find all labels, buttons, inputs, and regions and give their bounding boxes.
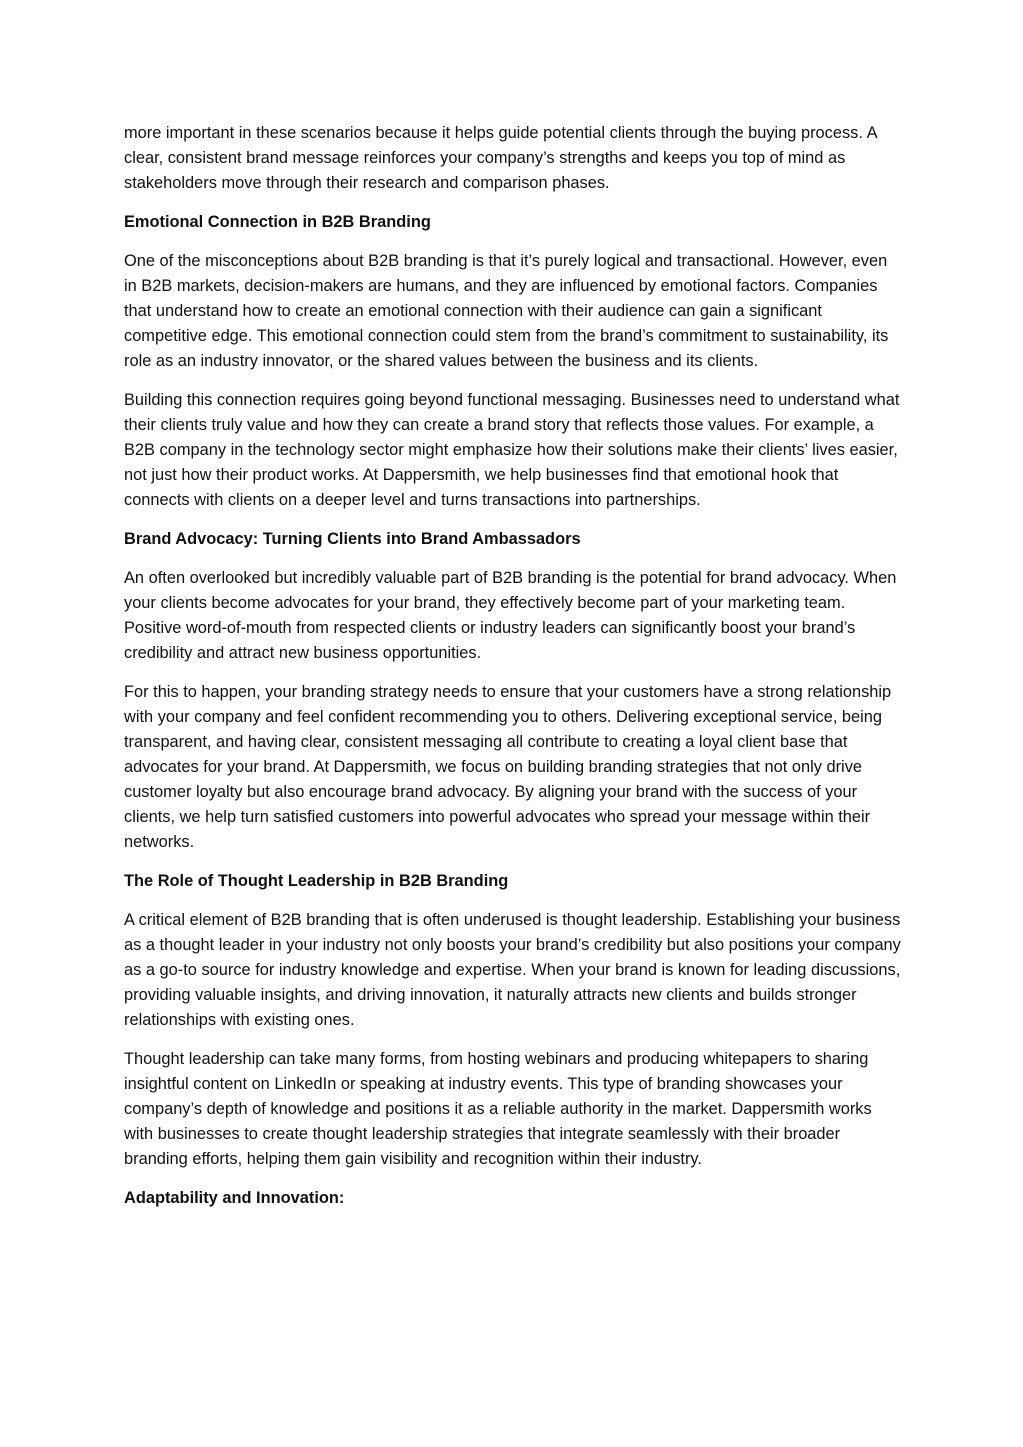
heading-emotional-connection: Emotional Connection in B2B Branding <box>124 213 431 231</box>
paragraph-misconceptions: One of the misconceptions about B2B branding is that it’s purely logical and transactional. However, even in B2B markets, decision-makers are humans, and they are influenced by emotional factors. Companies that understand how to create an emotional connection with their audience can gain a significant competitive edge. This emotional connection could stem from the brand’s commitment to sustainability, its role as an industry innovator, or the shared values between the business and its clients. <box>124 252 889 370</box>
heading-adaptability-innovation: Adaptability and Innovation: <box>124 1189 345 1207</box>
heading-thought-leadership: The Role of Thought Leadership in B2B Branding <box>124 872 509 890</box>
paragraph-buying-process: more important in these scenarios because it helps guide potential clients through the buying process. A clear, consistent brand message reinforces your company’s strengths and keeps you top of mind as stakeholders move through their research and comparison phases. <box>124 124 877 192</box>
paragraph-building-connection: Building this connection requires going beyond functional messaging. Businesses need to understand what their clients truly value and how they can create a brand story that reflects those values. For example, a B2B company in the technology sector might emphasize how their solutions make their clients’ lives easier, not just how their product works. At Dappersmith, we help businesses find that emotional hook that connects with clients on a deeper level and turns transactions into partnerships. <box>124 391 900 509</box>
paragraph-thought-leadership-element: A critical element of B2B branding that is often underused is thought leadership. Establishing your business as a thought leader in your industry not only boosts your brand’s credibility but also positions your company as a go-to source for industry knowledge and expertise. When your brand is known for leading discussions, providing valuable insights, and driving innovation, it naturally attracts new clients and builds stronger relationships with existing ones. <box>124 911 901 1029</box>
heading-brand-advocacy: Brand Advocacy: Turning Clients into Brand Ambassadors <box>124 530 581 548</box>
paragraph-advocacy-overview: An often overlooked but incredibly valuable part of B2B branding is the potential for brand advocacy. When your clients become advocates for your brand, they effectively become part of your marketing team. Positive word-of-mouth from respected clients or industry leaders can significantly boost your brand’s credibility and attract new business opportunities. <box>124 569 897 662</box>
paragraph-thought-leadership-forms: Thought leadership can take many forms, from hosting webinars and producing whitepapers to sharing insightful content on LinkedIn or speaking at industry events. This type of branding showcases your company’s depth of knowledge and positions it as a reliable authority in the market. Dappersmith works with businesses to create thought leadership strategies that integrate seamlessly with their broader branding efforts, helping them gain visibility and recognition within their industry. <box>124 1050 872 1168</box>
paragraph-advocacy-strategy: For this to happen, your branding strategy needs to ensure that your customers have a strong relationship with your company and feel confident recommending you to others. Delivering exceptional service, being transparent, and having clear, consistent messaging all contribute to creating a loyal client base that advocates for your brand. At Dappersmith, we focus on building branding strategies that not only drive customer loyalty but also encourage brand advocacy. By aligning your brand with the success of your clients, we help turn satisfied customers into powerful advocates who spread your message within their networks. <box>124 683 892 851</box>
document-page <box>124 121 901 1225</box>
